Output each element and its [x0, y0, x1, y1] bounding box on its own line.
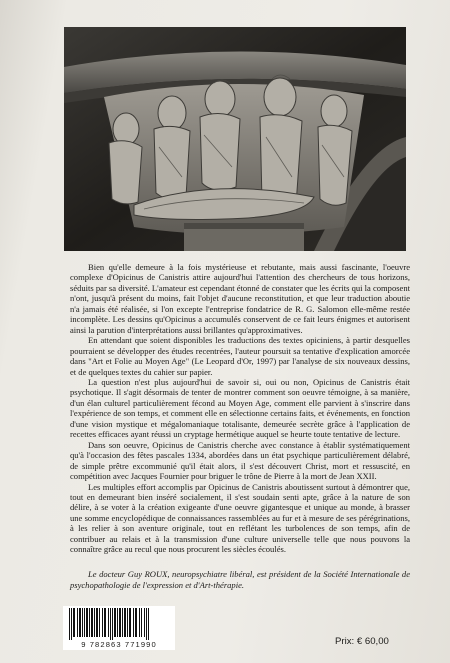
- isbn-number: 9 782863 771990: [63, 640, 175, 649]
- barcode-bar: [79, 608, 81, 637]
- author-biography: [70, 569, 410, 590]
- barcode-bar: [102, 608, 103, 637]
- back-cover-description: [70, 262, 410, 555]
- paragraph-easter-1334: Dans son oeuvre, Opicinus de Canistris cherche avec constance à établir systématiquement qu'à l'occasion des fêtes pascales 1334, abordées dans un état psychique particulièrement délabré, de simple prêtre excommunié qu'il était alors, il s'est découvert Christ, mort et ressuscité, en compétition avec Jacques Fournier pour briguer le trône de Pierre à la mort de Jean XXII.: [70, 439, 410, 482]
- barcode-bar: [114, 608, 116, 637]
- sculpture-illustration: [64, 27, 406, 251]
- barcode-bar: [99, 608, 100, 637]
- barcode-bar: [112, 608, 113, 640]
- barcode-bars-icon: [63, 606, 175, 640]
- barcode-bar: [133, 608, 134, 637]
- capital-sculpture-photo: [64, 27, 406, 251]
- barcode-bar: [71, 608, 72, 640]
- paragraph-intro: Bien qu'elle demeure à la fois mystérieuse et rebutante, mais aussi fascinante, l'oeuvre complexe d'Opicinus de Canistris attire aujourd'hui l'attention des chercheurs de tous horizons, séduits par sa diversité. L'amateur est cependant étonné de constater que les écrits qui la composent n'ont, jusqu'à présent du moins, fait l'objet d'aucune reconstitution, et que leur traduction aboutie n'a jamais été réalisée, si l'on excepte l'entreprise fondatrice de R. G. Salomon elle-même restée incomplète. Les dessins qu'Opicinus a accumulés conservent de ce fait leurs énigmes et autorisent ainsi la parution d'interprétations aussi brillantes qu'approximatives.: [70, 262, 410, 335]
- barcode-bar: [82, 608, 83, 637]
- isbn-barcode: [63, 606, 175, 650]
- barcode-bar: [144, 608, 145, 637]
- barcode-bar: [124, 608, 126, 637]
- paragraph-question: La question n'est plus aujourd'hui de savoir si, oui ou non, Opicinus de Canistris était psychotique. Il s'agit désormais de tenter de montrer comment son oeuvre témoigne, à sa manière, d'un élan culturel particulièrement fécond au Moyen Age, comment elle parvient à s'inscrire dans l'expérience de son temps, et comment elle en sélectionne certains faits, et événements, en fonction d'une vision mystique et mégalomaniaque totalisante, demeurée secrète grâce à l'application de recettes efficaces ayant réussi un cryptage hermétique auquel se heurte toute tentative de lecture.: [70, 376, 410, 440]
- barcode-bar: [96, 608, 98, 637]
- barcode-bar: [108, 608, 109, 637]
- price-label: Prix: € 60,00: [335, 636, 389, 647]
- barcode-bar: [89, 608, 90, 637]
- barcode-bar: [110, 608, 111, 640]
- barcode-bar: [127, 608, 128, 637]
- barcode-bar: [94, 608, 95, 637]
- author-note-text: Le docteur Guy ROUX, neuropsychiatre libéral, est président de la Société Internationale de psychopathologie de l'expression et d'Art-thérapie.: [70, 569, 410, 590]
- barcode-bar: [148, 608, 149, 640]
- barcode-bar: [117, 608, 118, 637]
- barcode-bar: [135, 608, 137, 637]
- barcode-bar: [73, 608, 75, 637]
- barcode-bar: [119, 608, 121, 637]
- barcode-bar: [69, 608, 70, 640]
- barcode-bar: [122, 608, 123, 637]
- barcode-bar: [146, 608, 147, 640]
- barcode-bar: [139, 608, 140, 637]
- barcode-bar: [77, 608, 78, 637]
- barcode-bar: [104, 608, 106, 637]
- barcode-bar: [86, 608, 88, 637]
- barcode-bar: [129, 608, 131, 637]
- barcode-bar: [141, 608, 142, 637]
- barcode-bar: [84, 608, 85, 637]
- barcode-bar: [91, 608, 93, 637]
- paragraph-approach: En attendant que soient disponibles les traductions des textes opiciniens, à partir desquelles pourraient se développer des études recentrées, l'auteur poursuit sa tentative d'explication amorcée dans "Art et Folie au Moyen Age" (Le Leopard d'Or, 1997) par l'analyse de six nouveaux dessins, et de quelques textes du cahier sur papier.: [70, 335, 410, 377]
- paragraph-conclusion: Les multiples effort accomplis par Opicinus de Canistris aboutissent surtout à démontrer que, tout en demeurant bien inséré socialement, il s'est soudain senti apte, grâce à la nature de son délire, à se voter à la création exigeante d'une oeuvre gigantesque et unique au monde, à brasser une somme encyclopédique de connaissances rassemblées au fur et à mesure de ses pérégrinations, à les relier à son aventure originale, tout en reflétant les turbolences de son temps, afin de contribuer au relais et à la transmission d'une culture universelle telle que nous pouvons la connaître grâce au recul que nous procurent les siècles écoulés.: [70, 481, 410, 555]
